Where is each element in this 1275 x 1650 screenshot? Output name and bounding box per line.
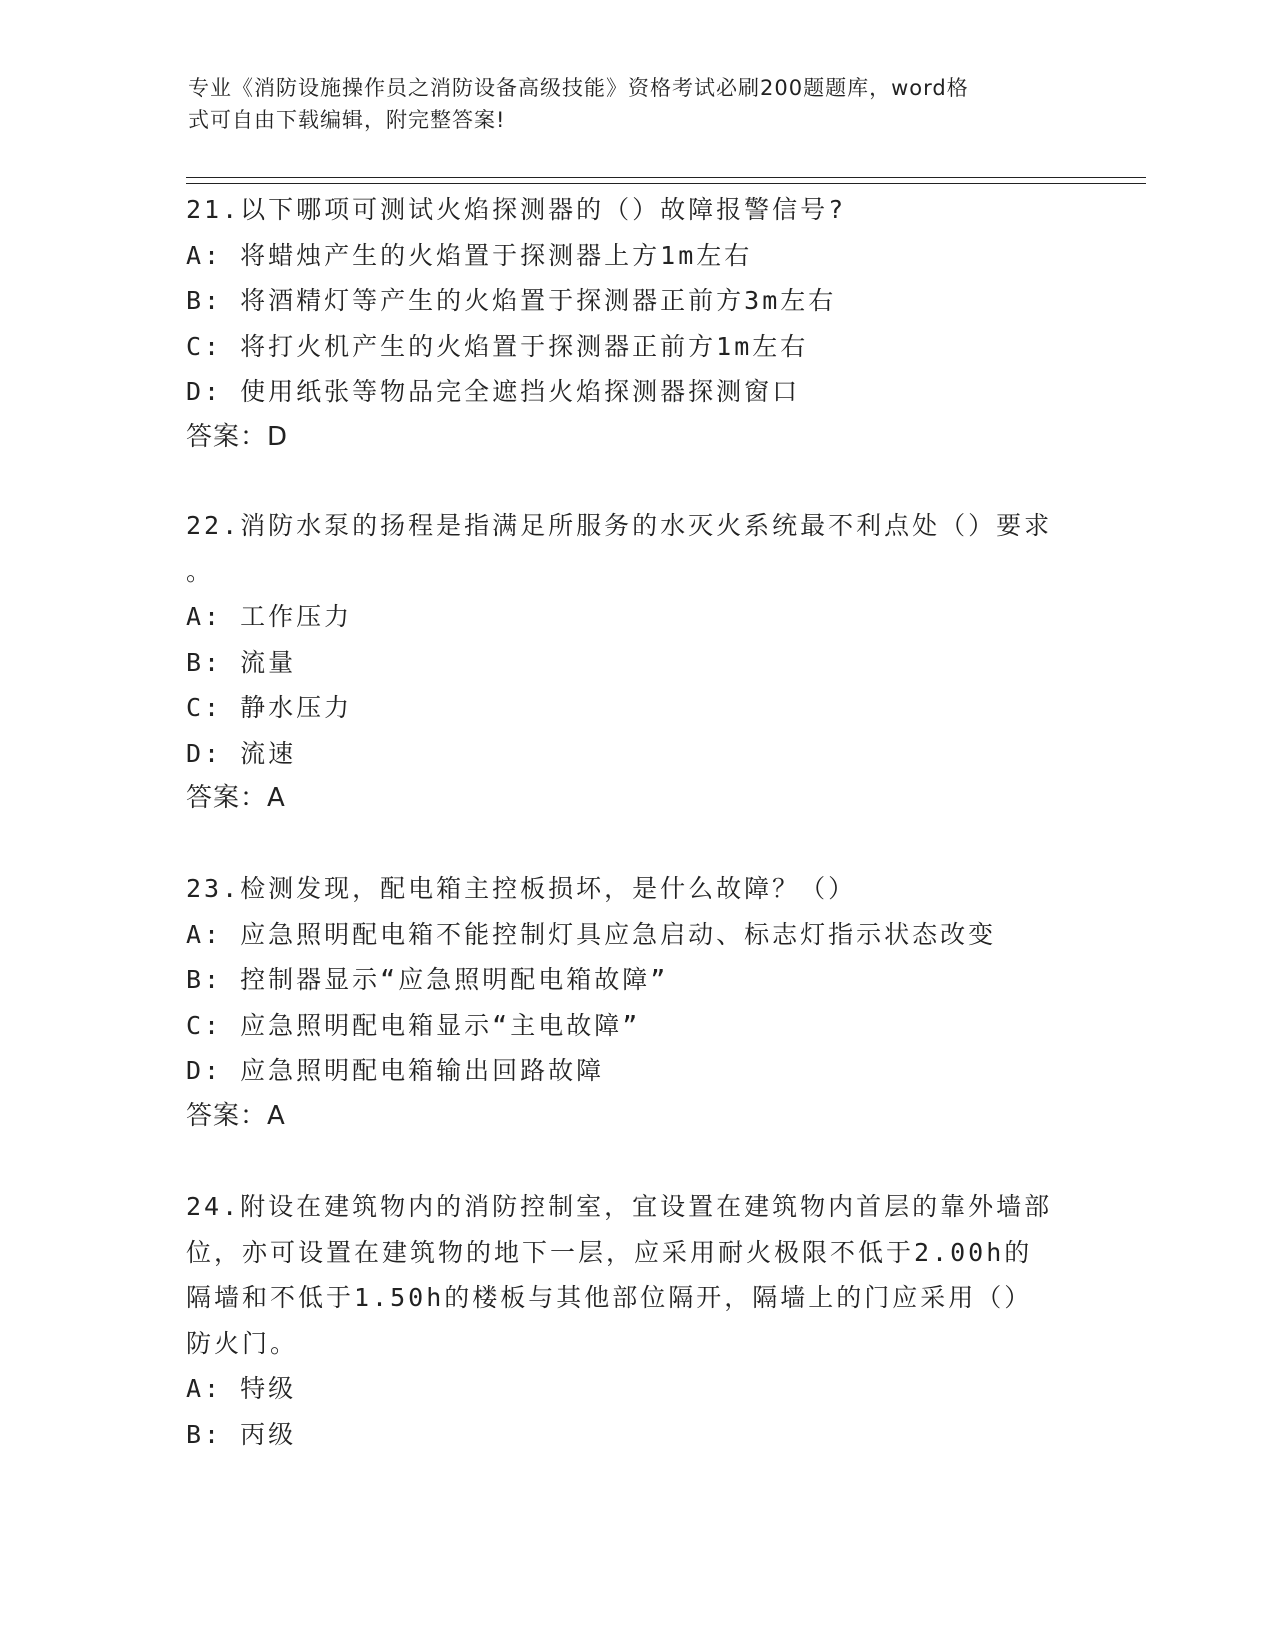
question-22 (186, 503, 1066, 822)
answer-label: 答案：D (186, 421, 289, 452)
option-c: C: 应急照明配电箱显示“主电故障” (186, 1010, 641, 1040)
option-d: D: 流速 (186, 738, 297, 768)
stem-line: 24.附设在建筑物内的消防控制室，宜设置在建筑物内首层的靠外墙部 (186, 1192, 1053, 1221)
option-b: B: 丙级 (186, 1419, 297, 1449)
question-stem (186, 187, 1066, 233)
question-23 (186, 866, 1066, 1139)
question-stem (186, 1184, 1066, 1366)
option-b: B: 流量 (186, 647, 297, 677)
option-a: A: 应急照明配电箱不能控制灯具应急启动、标志灯指示状态改变 (186, 919, 997, 949)
stem-line: 防火门。 (186, 1328, 299, 1358)
option-a: A: 特级 (186, 1374, 297, 1403)
document-header (188, 72, 1068, 136)
option-c: C: 将打火机产生的火焰置于探测器正前方1m左右 (186, 331, 809, 361)
question-21 (186, 187, 1066, 460)
question-24 (186, 1184, 1066, 1457)
question-stem (186, 503, 1066, 594)
stem-line: 23.检测发现，配电箱主控板损坏，是什么故障？（） (186, 874, 857, 903)
stem-line: 隔墙和不低于1.50h的楼板与其他部位隔开，隔墙上的门应采用（） (186, 1283, 1033, 1312)
stem-line: 。 (186, 556, 215, 586)
header-divider-top (186, 177, 1146, 178)
question-stem (186, 866, 1066, 912)
answer-label: 答案：A (186, 783, 286, 813)
stem-line: 22.消防水泵的扬程是指满足所服务的水灭火系统最不利点处（）要求 (186, 511, 1053, 540)
option-d: D: 使用纸张等物品完全遮挡火焰探测器探测窗口 (186, 377, 801, 406)
stem-line: 21.以下哪项可测试火焰探测器的（）故障报警信号? (186, 195, 847, 224)
option-a: A: 将蜡烛产生的火焰置于探测器上方1m左右 (186, 240, 753, 270)
answer-label: 答案：A (186, 1100, 286, 1131)
option-d: D: 应急照明配电箱输出回路故障 (186, 1056, 605, 1085)
header-line-1: 专业《消防设施操作员之消防设备高级技能》资格考试必刷200题题库，word格 (188, 76, 969, 100)
option-a: A: 工作压力 (186, 602, 353, 631)
stem-line: 位，亦可设置在建筑物的地下一层，应采用耐火极限不低于2.00h的 (186, 1237, 1033, 1267)
header-divider-bottom (186, 183, 1146, 184)
option-c: C: 静水压力 (186, 693, 353, 722)
header-line-2: 式可自由下载编辑，附完整答案! (188, 108, 506, 132)
option-b: B: 将酒精灯等产生的火焰置于探测器正前方3m左右 (186, 286, 837, 315)
option-b: B: 控制器显示“应急照明配电箱故障” (186, 965, 669, 994)
